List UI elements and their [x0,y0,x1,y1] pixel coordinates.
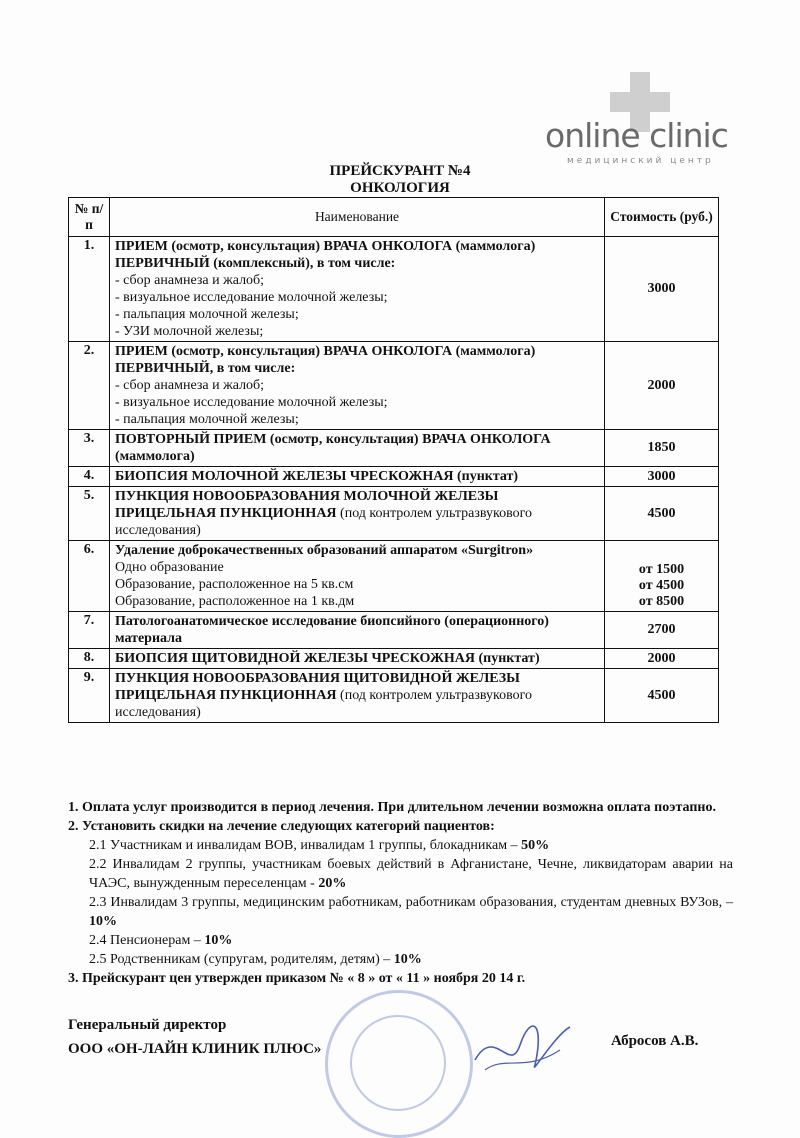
note-approval: 3. Прейскурант цен утвержден приказом № « 8 » от « 11 » ноября 20 14 г. [68,971,526,986]
row-price [605,541,719,612]
service-detail: (под контролем ультразвукового исследования) [115,688,533,720]
discount-text: 2.2 Инвалидам 2 группы, участникам боевых действий в Афганистане, Чечне, ликвидаторам аварии на ЧАЭС, вынужденным переселенцам - [89,857,733,891]
discount-text: 2.3 Инвалидам 3 группы, медицинским работникам, работникам образования, студентам дневных ВУЗов, – [89,895,733,910]
row-name [110,467,605,487]
table-row [69,467,719,487]
service-item: - визуальное исследование молочной железы; [115,395,388,410]
service-title: Удаление доброкачественных образований аппаратом «Surgitron» [115,543,534,558]
table-row [69,342,719,430]
discount-item [68,950,733,969]
table-row [69,541,719,612]
row-price: 2000 [605,649,719,669]
director-position: Генеральный директор [68,1017,227,1033]
document-title: ПРЕЙСКУРАНТ №4 [329,163,471,179]
row-price: 4500 [605,669,719,723]
service-item: - визуальное исследование молочной железы; [115,290,388,305]
row-number: 9. [69,669,110,723]
discount-percent: 10% [393,952,422,967]
row-name [110,649,605,669]
row-price: 2700 [605,612,719,649]
table-row [69,237,719,342]
row-number: 2. [69,342,110,430]
director-name: Абросов А.В. [611,1033,699,1049]
document-subtitle: ОНКОЛОГИЯ [350,180,450,196]
service-title: Патологоанатомическое исследование биопсийного (операционного) материала [115,614,549,646]
table-row [69,669,719,723]
row-number: 1. [69,237,110,342]
clinic-logo [545,72,730,167]
row-number: 6. [69,541,110,612]
service-title: БИОПСИЯ ЩИТОВИДНОЙ ЖЕЛЕЗЫ ЧРЕСКОЖНАЯ (пунктат) [115,651,540,666]
service-item: - сбор анамнеза и жалоб; [115,273,265,288]
service-title: ПОВТОРНЫЙ ПРИЕМ (осмотр, консультация) ВРАЧА ОНКОЛОГА (маммолога) [115,432,551,464]
discount-percent: 20% [318,876,347,891]
price-option: от 8500 [638,594,685,609]
discount-item [68,931,733,950]
header-name: Наименование [110,198,605,237]
company-name: ООО «ОН-ЛАЙН КЛИНИК ПЛЮС» [68,1041,322,1057]
logo-tagline: медицинский центр [567,156,714,166]
service-item: - пальпация молочной железы; [115,307,299,322]
price-option: от 4500 [638,578,685,593]
service-title: ПРИЕМ (осмотр, консультация) ВРАЧА ОНКОЛОГА (маммолога) ПЕРВИЧНЫЙ (комплексный), в том числе: [115,239,536,271]
table-row [69,612,719,649]
service-title: ПУНКЦИЯ НОВООБРАЗОВАНИЯ МОЛОЧНОЙ ЖЕЛЕЗЫ ПРИЦЕЛЬНАЯ ПУНКЦИОННАЯ [115,489,499,521]
terms-notes [68,798,733,988]
service-title: БИОПСИЯ МОЛОЧНОЙ ЖЕЛЕЗЫ ЧРЕСКОЖНАЯ (пунктат) [115,469,519,484]
service-item: Одно образование [115,560,224,575]
table-header-row [69,198,719,237]
discount-item [68,836,733,855]
service-item: - пальпация молочной железы; [115,412,299,427]
row-price: 3000 [605,467,719,487]
row-name [110,342,605,430]
service-title: ПУНКЦИЯ НОВООБРАЗОВАНИЯ ЩИТОВИДНОЙ ЖЕЛЕЗЫ ПРИЦЕЛЬНАЯ ПУНКЦИОННАЯ [115,671,520,703]
row-price: 4500 [605,487,719,541]
row-name [110,541,605,612]
row-price: 1850 [605,430,719,467]
row-number: 4. [69,467,110,487]
discount-text: 2.1 Участникам и инвалидам ВОВ, инвалидам 1 группы, блокадникам – [89,838,518,853]
header-number: № п/п [69,198,110,237]
table-row [69,487,719,541]
company-seal-stamp [325,990,473,1138]
row-name [110,487,605,541]
service-detail: (под контролем ультразвукового исследования) [115,506,533,538]
row-name [110,612,605,649]
discount-text: 2.5 Родственникам (супругам, родителям, детям) – [89,952,391,967]
table-row [69,430,719,467]
discount-text: 2.4 Пенсионерам – [89,933,201,948]
note-payment: 1. Оплата услуг производится в период лечения. При длительном лечении возможна оплата поэтапно. [68,800,716,815]
row-price: 2000 [605,342,719,430]
discount-item [68,855,733,893]
row-number: 5. [69,487,110,541]
discount-item [68,893,733,931]
discount-percent: 10% [89,914,117,929]
row-name [110,237,605,342]
table-row [69,649,719,669]
price-table [68,197,719,723]
service-title: ПРИЕМ (осмотр, консультация) ВРАЧА ОНКОЛОГА (маммолога) ПЕРВИЧНЫЙ, в том числе: [115,344,536,376]
row-price: 3000 [605,237,719,342]
note-discounts-heading: 2. Установить скидки на лечение следующих категорий пациентов: [68,819,495,834]
row-number: 7. [69,612,110,649]
discount-percent: 50% [521,838,550,853]
handwritten-signature [465,1015,575,1080]
service-item: Образование, расположенное на 1 кв.дм [115,594,355,609]
service-item: Образование, расположенное на 5 кв.см [115,577,354,592]
row-name [110,430,605,467]
service-item: - УЗИ молочной железы; [115,324,264,339]
header-price: Стоимость (руб.) [605,198,719,237]
service-item: - сбор анамнеза и жалоб; [115,378,265,393]
row-number: 3. [69,430,110,467]
logo-brand: online clinic [545,116,728,155]
discount-percent: 10% [204,933,233,948]
row-number: 8. [69,649,110,669]
row-name [110,669,605,723]
price-option: от 1500 [638,562,685,577]
